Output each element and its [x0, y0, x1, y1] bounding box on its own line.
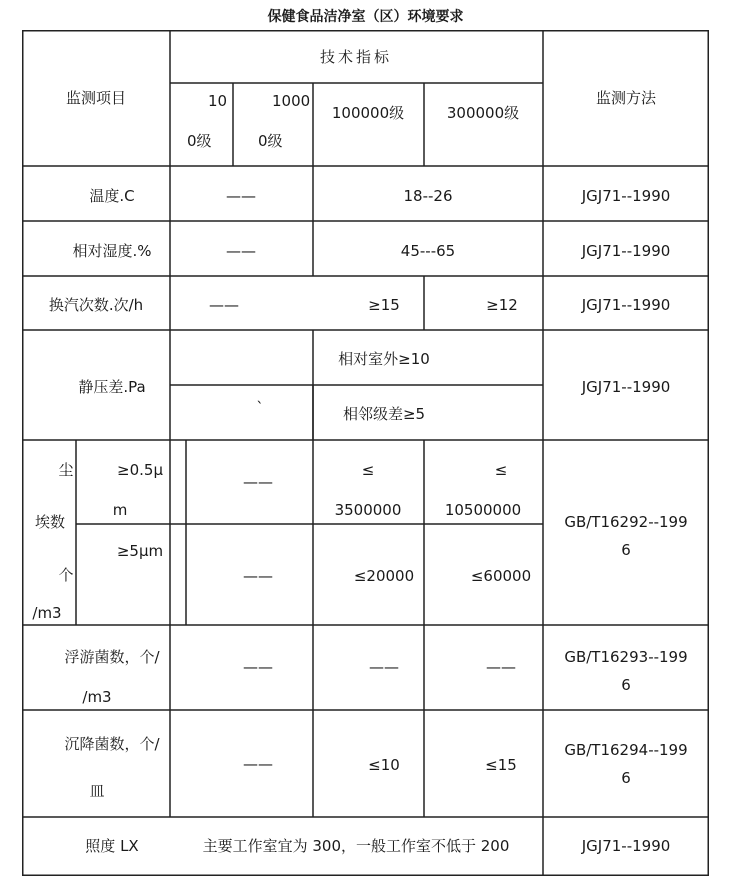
dust-size-5: ≥5μm	[116, 542, 164, 560]
row-settling-method-2: 6	[621, 769, 631, 787]
row-floating-method-2: 6	[621, 676, 631, 694]
row-floating-value-c: ——	[486, 658, 516, 676]
row-air-change-value-c: ≥12	[486, 296, 518, 314]
row-humidity-value-a: ——	[226, 242, 256, 260]
row-settling-label-2: 皿	[89, 782, 105, 800]
dust-0.5-value-c-symbol: ≤	[494, 461, 508, 479]
dust-0.5-value-b-symbol: ≤	[361, 461, 375, 479]
row-dust-method-1: GB/T16292--199	[564, 513, 688, 531]
row-air-change-value-b: ≥15	[368, 296, 400, 314]
row-air-change-value-a: ——	[209, 296, 239, 314]
row-humidity-method: JGJ71--1990	[581, 242, 671, 260]
header-monitor-item: 监测项目	[65, 89, 127, 107]
header-grade-100-part1: 10	[208, 92, 228, 110]
row-air-change-method: JGJ71--1990	[581, 296, 671, 314]
row-pressure-mark: `	[256, 399, 264, 417]
row-dust-label-1: 尘	[58, 461, 74, 479]
row-settling-value-b: ≤10	[368, 756, 400, 774]
row-temperature-value-b: 18--26	[403, 187, 453, 205]
row-floating-value-b: ——	[369, 658, 399, 676]
row-settling-label-1: 沉降菌数，个/	[64, 735, 160, 753]
environment-requirements-table	[22, 30, 709, 876]
row-pressure-outdoor: 相对室外≥10	[338, 350, 430, 368]
dust-0.5-value-c: 10500000	[444, 501, 522, 519]
row-temperature-value-a: ——	[226, 187, 256, 205]
row-dust-label-4: /m3	[32, 604, 62, 622]
row-floating-value-a: ——	[243, 658, 273, 676]
dust-5-value-a: ——	[243, 567, 273, 585]
dust-size-0.5-part1: ≥0.5μ	[117, 461, 163, 479]
row-humidity-label: 相对湿度.%	[72, 242, 152, 260]
row-floating-label-2: /m3	[82, 688, 112, 706]
row-temperature-label: 温度.C	[89, 187, 135, 205]
row-illuminance-label: 照度 LX	[85, 837, 139, 855]
dust-0.5-value-b: 3500000	[334, 501, 402, 519]
row-pressure-adjacent: 相邻级差≥5	[342, 405, 426, 423]
row-illuminance-value: 主要工作室宜为 300，一般工作室不低于 200	[202, 837, 510, 855]
dust-size-0.5-part2: m	[112, 501, 128, 519]
row-illuminance-method: JGJ71--1990	[581, 837, 671, 855]
dust-5-value-c: ≤60000	[470, 567, 532, 585]
document-title: 保健食品洁净室（区）环境要求	[267, 9, 464, 25]
header-grade-10000-part1: 1000	[272, 92, 311, 110]
dust-0.5-value-a: ——	[243, 473, 273, 491]
row-humidity-value-b: 45---65	[400, 242, 456, 260]
row-dust-label-2: 埃数	[34, 513, 66, 531]
header-grade-300000: 300000级	[446, 104, 520, 122]
header-monitor-method: 监测方法	[595, 89, 657, 107]
row-dust-method-2: 6	[621, 541, 631, 559]
row-dust-label-3: 个	[58, 566, 74, 584]
header-grade-10000-part2: 0级	[258, 132, 283, 150]
row-floating-label-1: 浮游菌数，个/	[64, 648, 160, 666]
row-settling-method-1: GB/T16294--199	[564, 741, 688, 759]
row-floating-method-1: GB/T16293--199	[564, 648, 688, 666]
row-settling-value-c: ≤15	[485, 756, 517, 774]
row-temperature-method: JGJ71--1990	[581, 187, 671, 205]
header-tech-index: 技术指标	[319, 48, 393, 66]
row-settling-value-a: ——	[243, 755, 273, 773]
dust-5-value-b: ≤20000	[353, 567, 415, 585]
row-air-change-label: 换汽次数.次/h	[48, 296, 144, 314]
header-grade-100-part2: 0级	[187, 132, 212, 150]
row-pressure-label: 静压差.Pa	[78, 378, 146, 396]
header-grade-100000: 100000级	[331, 104, 405, 122]
row-pressure-method: JGJ71--1990	[581, 378, 671, 396]
